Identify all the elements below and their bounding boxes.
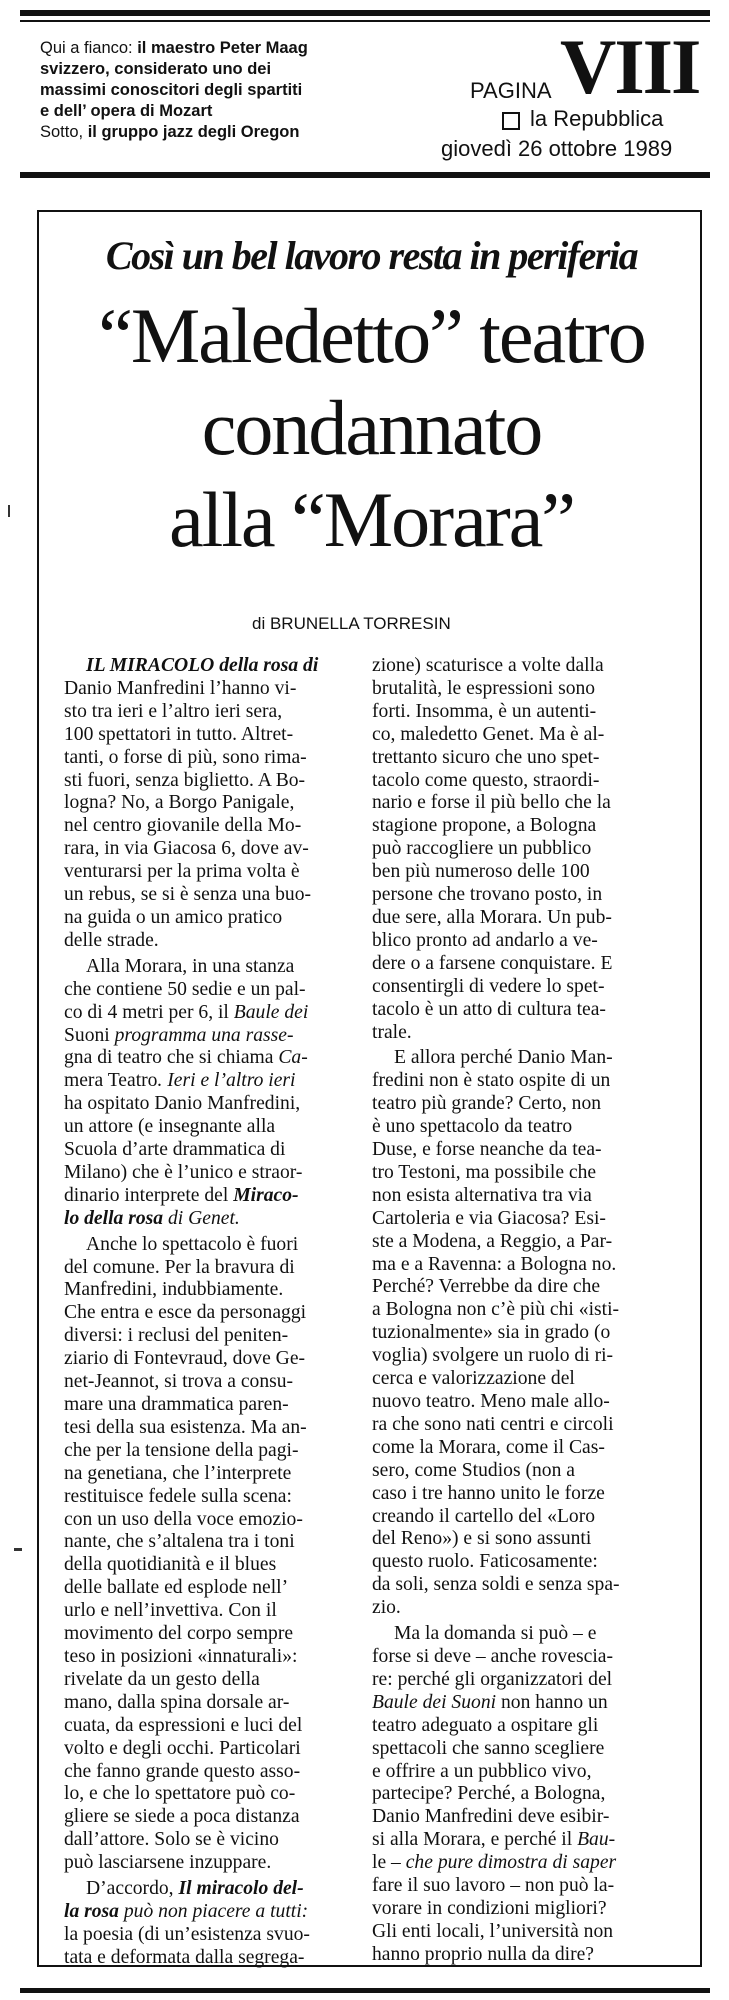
article-line: caso i tre hanno unito le forze xyxy=(372,1482,605,1504)
article-line: che fanno grande questo asso- xyxy=(64,1760,301,1782)
article-line-segment: mera Teatro xyxy=(64,1070,158,1092)
article-line: partecipe? Perché, a Bologna, xyxy=(372,1783,606,1805)
article-line: Cartoleria e via Giacosa? Esi- xyxy=(372,1207,606,1229)
top-rule xyxy=(20,10,710,16)
article-line-segment: Ca- xyxy=(278,1047,308,1069)
article-line: ra che sono nati centri e circoli xyxy=(372,1413,614,1435)
article-line: può raccogliere un pubblico xyxy=(372,838,592,860)
article-line: persone che trovano posto, in xyxy=(372,884,603,906)
article-line: forti. Insomma, è un autenti- xyxy=(372,700,597,722)
article-line: sero, come Studios (non a xyxy=(372,1459,575,1481)
article-line: questo ruolo. Faticosamente: xyxy=(372,1551,598,1573)
article-line: E allora perché Danio Man- xyxy=(394,1047,613,1069)
article-line: a Bologna non c’è più chi «isti- xyxy=(372,1299,620,1321)
article-line: e offrire a un pubblico vivo, xyxy=(372,1760,592,1782)
article-line xyxy=(64,1002,374,1025)
article-line-segment: Baule dei xyxy=(233,1001,309,1023)
article-line: Perché? Verrebbe da dire che xyxy=(372,1276,601,1298)
scan-mark xyxy=(8,505,10,517)
article-kicker: Così un bel lavoro resta in periferia xyxy=(105,233,638,278)
article-line xyxy=(64,1185,374,1208)
article-line: Anche lo spettacolo è fuori xyxy=(86,1233,299,1255)
article-line: Scuola d’arte drammatica di xyxy=(64,1139,286,1161)
article-line: Gli enti locali, l’università non xyxy=(372,1920,614,1942)
headline-line: “Maledetto” teatro xyxy=(98,292,645,379)
article-line: ste a Modena, a Reggio, a Par- xyxy=(372,1230,613,1252)
caption-line: e dell’ opera di Mozart xyxy=(40,102,213,120)
article-line: logna? No, a Borgo Panigale, xyxy=(64,792,295,814)
article-line xyxy=(372,1829,682,1852)
article-line: tro Testoni, ma possibile che xyxy=(372,1161,597,1183)
article-line: spettacoli che sanno scegliere xyxy=(372,1737,605,1759)
caption-line: massimi conoscitori degli spartiti xyxy=(40,81,303,99)
article-line: un attore (e insegnante alla xyxy=(64,1116,276,1138)
article-line-segment: gna di teatro che si chiama xyxy=(64,1047,279,1069)
article-line: tacolo come questo, straordi- xyxy=(372,769,600,791)
article-line: venturarsi per la prima volta è xyxy=(64,861,300,883)
header-rule xyxy=(20,172,710,178)
article-line: ma e a Ravenna: a Bologna no. xyxy=(372,1253,617,1275)
article-line: mano, dalla spina dorsale ar- xyxy=(64,1691,290,1713)
article-headline xyxy=(39,290,704,566)
article-line-segment: la rosa xyxy=(64,1900,119,1922)
article-line: zione) scaturisce a volte dalla xyxy=(372,655,604,676)
article-line: stagione propone, a Bologna xyxy=(372,815,597,837)
article-line-segment: Il miracolo del- xyxy=(178,1878,304,1900)
article-line: voglia) svolgere un ruolo di ri- xyxy=(372,1345,614,1367)
article-line: vorare in condizioni migliori? xyxy=(372,1897,607,1919)
article-line: Manfredini, indubbiamente. xyxy=(64,1279,284,1301)
article-line-segment: può non piacere a tutti: xyxy=(118,1900,309,1922)
article-line: consentirgli di vedere lo spet- xyxy=(372,975,605,997)
article-line: Ma la domanda si può – e xyxy=(394,1623,597,1645)
article-line: tata e deformata dalla segrega- xyxy=(64,1946,305,1968)
article-line: co, maledetto Genet. Ma è al- xyxy=(372,723,605,745)
article-line: Che entra e esce da personaggi xyxy=(64,1302,307,1324)
pagina-label: PAGINA xyxy=(470,78,552,103)
article-line xyxy=(64,1047,374,1070)
article-line: rara, in via Giacosa 6, dove av- xyxy=(64,838,309,860)
article-line xyxy=(64,1208,374,1231)
article-line: cerca e valorizzazione del xyxy=(372,1368,575,1390)
article-line: teso in posizioni «innaturali»: xyxy=(64,1645,298,1667)
article-line: fare il suo lavoro – non può la- xyxy=(372,1875,615,1897)
article-line-segment: della rosa xyxy=(214,655,299,676)
article-column-left xyxy=(64,655,374,1970)
top-rule-thin xyxy=(20,20,710,22)
article-line: forse si deve – anche rovescia- xyxy=(372,1645,613,1667)
article-line: Milano) che è l’unico e straor- xyxy=(64,1161,303,1183)
article-line: trale. xyxy=(372,1021,412,1043)
article-line: fredini non è stato ospite di un xyxy=(372,1070,611,1092)
article-byline: di BRUNELLA TORRESIN xyxy=(252,614,451,633)
article-line-segment: non hanno un xyxy=(496,1691,608,1713)
article-line: nel centro giovanile della Mo- xyxy=(64,815,302,837)
article-line-segment: Baule dei Suoni xyxy=(372,1691,497,1713)
article-line: sti fuori, senza biglietto. A Bo- xyxy=(64,769,306,791)
article-line: blico pronto ad andarlo a ve- xyxy=(372,929,598,951)
article-line: na guida o un amico pratico xyxy=(64,906,283,928)
page-number: VIII xyxy=(560,23,700,110)
headline-line: alla “Morara” xyxy=(169,476,574,563)
article-line: nante, che s’altalena tra i toni xyxy=(64,1531,295,1553)
article-line-segment: programma una rasse- xyxy=(109,1024,294,1046)
article-line: creando il cartello del «Loro xyxy=(372,1505,596,1527)
article-line: del comune. Per la bravura di xyxy=(64,1256,295,1278)
caption-line: svizzero, considerato uno dei xyxy=(40,60,272,78)
article-line: brutalità, le espressioni sono xyxy=(372,677,596,699)
article-line: diversi: i reclusi del peniten- xyxy=(64,1325,289,1347)
article-line: gliere se siede a poca distanza xyxy=(64,1806,300,1828)
article-line: nuovo teatro. Meno male allo- xyxy=(372,1391,610,1412)
article-line: net-Jeannot, si trova a consu- xyxy=(64,1371,294,1393)
article-line: con un uso della voce emozio- xyxy=(64,1508,303,1530)
page-header xyxy=(420,23,700,170)
article-line: trettanto sicuro che uno spet- xyxy=(372,746,600,768)
article-line xyxy=(64,1025,374,1048)
bottom-rule xyxy=(20,1988,710,1993)
photo-caption xyxy=(40,38,380,143)
article-line: cuata, da espressioni e luci del xyxy=(64,1714,303,1736)
article-line: teatro adeguato a ospitare gli xyxy=(372,1714,599,1736)
article-line xyxy=(64,655,374,678)
article-line: dall’attore. Solo se è vicino xyxy=(64,1829,279,1851)
square-box-icon xyxy=(502,112,520,130)
article-line-segment: le xyxy=(372,1852,387,1874)
article-line: sto tra ieri e l’altro ieri sera, xyxy=(64,700,283,722)
article-line: ha ospitato Danio Manfredini, xyxy=(64,1093,301,1115)
article-line-segment: dinario interprete del xyxy=(64,1184,234,1206)
article-frame xyxy=(37,210,702,1967)
article-line: rivelate da un gesto della xyxy=(64,1668,260,1690)
article-line: un rebus, se si è senza una buo- xyxy=(64,884,312,906)
article-line-segment: – che pure dimostra di saper xyxy=(386,1852,617,1874)
article-line: urlo e nell’invettiva. Con il xyxy=(64,1600,277,1622)
article-line: ziario di Fontevraud, dove Ge- xyxy=(64,1348,306,1370)
article-line xyxy=(372,1852,682,1875)
article-line: restituisce fedele sulla scena: xyxy=(64,1485,292,1507)
scan-mark xyxy=(14,1548,22,1551)
article-line: movimento del corpo sempre xyxy=(64,1623,294,1645)
article-line: delle ballate ed esplode nell’ xyxy=(64,1577,289,1599)
article-line xyxy=(64,1878,374,1901)
article-line-segment: di xyxy=(298,655,319,676)
article-line: hanno proprio nulla da dire? xyxy=(372,1943,594,1965)
article-line: tacolo è un atto di cultura tea- xyxy=(372,998,606,1020)
article-line: Danio Manfredini deve esibir- xyxy=(372,1806,610,1828)
article-line: due sere, alla Morara. Un pub- xyxy=(372,906,612,928)
article-line: na genetiana, che l’interprete xyxy=(64,1462,292,1484)
article-line: 100 spettatori in tutto. Altret- xyxy=(64,723,294,745)
article-line: dere o a farsene conquistare. E xyxy=(372,952,613,974)
article-line: mare una drammatica paren- xyxy=(64,1394,289,1415)
article-line: può lasciarsene inzuppare. xyxy=(64,1852,272,1874)
article-line: teatro più grande? Certo, non xyxy=(372,1093,602,1115)
article-line: ben più numeroso delle 100 xyxy=(372,861,590,883)
article-line-segment: Miraco- xyxy=(233,1184,299,1206)
article-line xyxy=(64,1070,374,1093)
article-line: da soli, senza soldi e senza spa- xyxy=(372,1574,620,1596)
article-line-segment: . Ieri e l’altro ieri xyxy=(157,1070,296,1092)
article-line: della quotidianità e il blues xyxy=(64,1554,277,1576)
article-line: che contiene 50 sedie e un pal- xyxy=(64,978,306,1000)
article-line-segment: Suoni xyxy=(64,1024,110,1046)
article-line: Alla Morara, in una stanza xyxy=(86,955,295,977)
caption-line: Sotto, il gruppo jazz degli Oregon xyxy=(40,123,300,141)
article-line: Danio Manfredini l’hanno vi- xyxy=(64,677,297,699)
article-line xyxy=(372,1692,682,1715)
article-column-right xyxy=(372,655,682,1967)
article-line xyxy=(64,1901,374,1924)
article-line: volto e degli occhi. Particolari xyxy=(64,1737,301,1759)
article-line-segment: Bau- xyxy=(577,1829,616,1851)
article-line: Duse, e forse neanche da tea- xyxy=(372,1139,602,1161)
article-line-segment: si alla Morara, e perché il xyxy=(372,1829,578,1851)
article-line: zio. xyxy=(372,1597,401,1619)
article-line: come la Morara, come il Cas- xyxy=(372,1436,605,1458)
article-line-segment: di Genet. xyxy=(163,1207,240,1229)
article-line: del Reno») e si sono assunti xyxy=(372,1528,592,1550)
caption-line: Qui a fianco: il maestro Peter Maag xyxy=(40,39,308,57)
article-line: la poesia (di un’esistenza svuo- xyxy=(64,1923,310,1945)
article-line: lo, e che lo spettatore può co- xyxy=(64,1783,296,1805)
article-line: tesi della sua esistenza. Ma an- xyxy=(64,1416,307,1438)
article-line: tanti, o forse di più, sono rima- xyxy=(64,746,307,768)
article-line: è uno spettacolo da teatro xyxy=(372,1116,573,1138)
article-line: tuzionalmente» sia in grado (o xyxy=(372,1322,611,1344)
article-line-segment: D’accordo, xyxy=(86,1878,179,1900)
article-line: nario e forse il più bello che la xyxy=(372,792,611,814)
article-line: non esista alternativa tra via xyxy=(372,1184,592,1206)
issue-date: giovedì 26 ottobre 1989 xyxy=(441,136,673,161)
headline-line: condannato xyxy=(201,384,542,471)
article-line: che per la tensione della pagi- xyxy=(64,1439,299,1461)
newspaper-name: la Repubblica xyxy=(530,106,664,131)
article-line-segment: IL MIRACOLO xyxy=(86,655,215,676)
article-line: delle strade. xyxy=(64,929,159,951)
article-line-segment: lo della rosa xyxy=(64,1207,164,1229)
article-line-segment: co di 4 metri per 6, il xyxy=(64,1001,234,1023)
article-line: re: perché gli organizzatori del xyxy=(372,1668,613,1690)
